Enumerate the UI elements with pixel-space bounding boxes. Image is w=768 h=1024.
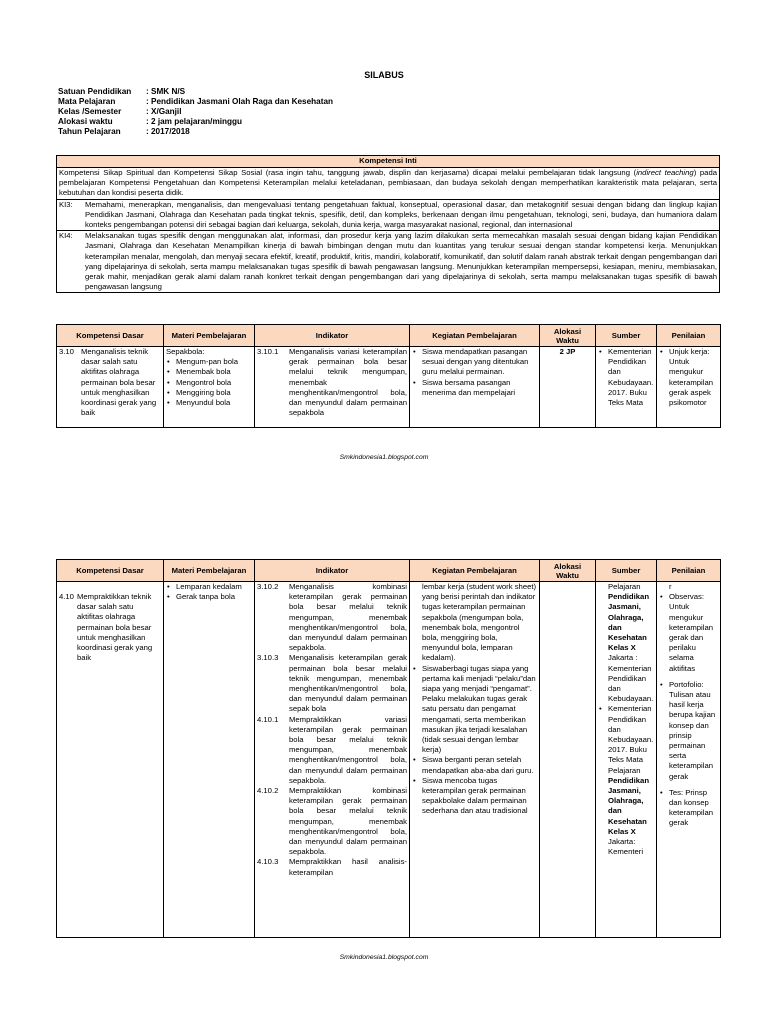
list-item: • Gerak tanpa bola [166, 592, 252, 602]
indikator-cell: 3.10.1 Menganalisis variasi keterampilan gerak permainan bola besar melalui teknik mengumpan, menembak menghentikan/mengontrol bola, dan menyundul dalam permainan sepakbola [255, 347, 410, 428]
list-item: • Siswa mendapatkan pasangan sesuai dengan yang ditentukan guru melalui permainan. [412, 347, 537, 378]
kd-cell: 3.10 Menganalisis teknik dasar salah satu aktifitas olahraga permainan bola besar untuk menghasilkan koordinasi gerak yang baik [57, 347, 164, 428]
footer-link[interactable]: Smkindonesia1.blogspot.com [339, 954, 429, 961]
kompetensi-inti-table [56, 155, 720, 293]
header-kegiatan: Kegiatan Pembelajaran [410, 325, 540, 347]
identity-block [58, 87, 333, 137]
header-penilaian: Penilaian [657, 560, 721, 582]
header-materi: Materi Pembelajaran [164, 325, 255, 347]
materi-cell [164, 582, 255, 938]
ki4-row: KI4: Melaksanakan tugas spesifik dengan menggunakan alat, informasi, dan prosedur kerja yang lazim dilakukan serta memecahkan masalah sesuai dengan bidang kajian Pendidikan Jasmani, Olahraga dan Kesehatan Menampilkan kinerja di bawah bimbingan dengan mutu dan kuantitas yang terukur sesuai dengan standar kompetensi kerja. Menunjukkan keterampilan menalar, mengolah, dan menyaji secara efektif, kreatif, produktif, kritis, mandiri, kolaboratif, komunikatif, dan solutif dalam ranah abstrak terkait dengan pengembangan dari yang dipelajarinya di sekolah, serta mampu melaksanakan tugas spesifik di bawah pengawasan langsung. Menunjukkan keterampilan mempersepsi, kesiapan, meniru, membiasakan, gerak mahir, menjadikan gerak alami dalam ranah konkret terkait dengan pengembangan dari yang dipelajarinya di sekolah, serta mampu melaksanakan tugas spesifik di bawah pengawasan langsung [57, 231, 720, 293]
list-item: • Menembak bola [166, 367, 252, 377]
list-item: • Observas: Untuk mengukur keterampilan gerak dan perilaku selama aktifitas [659, 592, 718, 674]
header-alokasi: Alokasi Waktu [540, 325, 596, 347]
header-kd: Kompetensi Dasar [57, 325, 164, 347]
meta-value: : 2 jam pelajaran/minggu [146, 117, 242, 126]
ki3-row: KI3: Memahami, menerapkan, menganalisis, dan mengevaluasi tentang pengetahuan faktual, konseptual, operasional dasar, dan metakognitif sesuai dengan bidang dan lingkup kajian Pendidikan Jasmani, Olahraga dan Kesehatan pada tingkat teknis, spesifik, detil, dan kompleks, berkenaan dengan ilmu pengetahuan, teknologi, seni, budaya, dan humaniora dalam konteks pengembangan potensi diri sebagai bagian dari keluarga, sekolah, dunia kerja, warga masyarakat nasional, regional, dan internasional [57, 199, 720, 231]
footer-link[interactable]: Smkindonesia1.blogspot.com [339, 454, 429, 461]
header-sumber: Sumber [596, 325, 657, 347]
meta-value: : X/Ganjil [146, 107, 182, 116]
syllabus-table-1 [56, 324, 721, 428]
meta-label: Alokasi waktu [58, 117, 113, 126]
meta-label: Tahun Pelajaran [58, 127, 121, 136]
kd-cell: 4.10 Mempraktikkan teknik dasar salah satu aktifitas olahraga permainan bola besar untuk menghasilkan koordinasi gerak yang baik [57, 582, 164, 938]
kegiatan-cell [410, 347, 540, 428]
materi-cell: Sepakbola: • Mengum-pan bola • Menembak bola • Mengontrol bola • Menggiring bola • Menyundul bola [164, 347, 255, 428]
header-penilaian: Penilaian [657, 325, 721, 347]
header-kd: Kompetensi Dasar [57, 560, 164, 582]
sumber-cell: Pelajaran Pendidikan Jasmani, Olahraga, dan Kesehatan Kelas X Jakarta : Kementerian Pendidikan dan Kebudayaan. • Kementerian Pendidikan dan Kebudayaan. 2017. Buku Teks Mata Pelajaran Pendidikan Jasmani, Olahraga, dan Kesehatan Kelas X Jakarta: Kementeri [596, 582, 657, 938]
meta-value: : SMK N/S [146, 87, 186, 96]
meta-label: Satuan Pendidikan [58, 87, 132, 96]
list-item: • Portofolio: Tulisan atau hasil kerja berupa kajian konsep dan prinsip permainan serta keterampilan gerak [659, 680, 718, 782]
syllabus-table-2 [56, 559, 721, 938]
alokasi-cell: 2 JP [540, 347, 596, 428]
list-item: • Siswa mencoba tugas keterampilan gerak permainan sepakbolake dalam permainan sederhana dan atau tradisional [412, 776, 537, 817]
list-item: • Siswa berganti peran setelah mendapatkan aba-aba dari guru. [412, 755, 537, 775]
list-item: • Mengontrol bola [166, 378, 252, 388]
list-item: • Menggiring bola [166, 388, 252, 398]
list-item: • Lemparan kedalam [166, 582, 252, 592]
list-item: • Menyundul bola [166, 398, 252, 408]
ki-intro: Kompetensi Sikap Spiritual dan Kompetensi Sikap Sosial (rasa ingin tahu, tanggung jawab, displin dan kerjasama) dicapai melalui pembelajaran tidak langsung (indirect teaching) pada pembelajaran Kompetensi Pengetahuan dan Kompetensi Keterampilan melalui keteladanan, pembiasaan, dan budaya sekolah dengan memperhatikan karakteristik mata pelajaran, serta kebutuhan dan kondisi peserta didik. [57, 168, 720, 200]
meta-label: Kelas /Semester [58, 107, 122, 116]
list-item: • Siswaberbagi tugas siapa yang pertama kali menjadi “pelaku”dan siapa yang menjadi “pengamat”. Pelaku melakukan tugas gerak satu persatu dan pengamat mengamati, serta memberikan masukan jika terjadi kesalahan (tidak sesuai dengan lembar kerja) [412, 664, 537, 756]
meta-label: Mata Pelajaran [58, 97, 116, 106]
sumber-cell: • Kementerian Pendidikan dan Kebudayaan. 2017. Buku Teks Mata [596, 347, 657, 428]
alokasi-cell [540, 582, 596, 938]
list-item: • Mengum-pan bola [166, 357, 252, 367]
list-item: • Tes: Prinsp dan konsep keterampilan gerak [659, 788, 718, 829]
meta-value: : Pendidikan Jasmani Olah Raga dan Kesehatan [146, 97, 334, 106]
penilaian-cell: r • Observas: Untuk mengukur keterampilan gerak dan perilaku selama aktifitas • Portofolio: Tulisan atau hasil kerja berupa kajian konsep dan prinsip permainan serta keterampilan gerak • Tes: Prinsp dan konsep keterampilan gerak [657, 582, 721, 938]
header-indikator: Indikator [255, 325, 410, 347]
header-sumber: Sumber [596, 560, 657, 582]
indikator-cell: 3.10.2 Menganalisis kombinasi keterampilan gerak permainan bola besar melalui teknik mengumpan, menembak menghentikan/mengontrol bola, dan menyundul dalam permainan sepakbola. 3.10.3 Menganalisis keterampilan gerak permainan bola besar melalui teknik mengumpan, menembak menghentikan/mengontrol bola, dan menyundul dalam permainan sepak bola 4.10.1 Mempraktikkan variasi keterampilan gerak permainan bola besar melalui teknik mengumpan, menembak menghentikan/mengontrol bola, dan menyundul dalam permainan sepakbola. 4.10.2 Mempraktikkan kombinasi keterampilan gerak permainan bola besar melalui teknik mengumpan, menembak menghentikan/mengontrol bola, dan menyundul dalam permainan sepakbola. 4.10.3 Mempraktikkan hasil analisis- keterampilan [255, 582, 410, 938]
list-item: • Siswa bersama pasangan menerima dan mempelajari [412, 378, 537, 398]
ki-header: Kompetensi Inti [57, 156, 720, 168]
kegiatan-cell: lembar kerja (student work sheet) yang berisi perintah dan indikator tugas keterampilan permainan sepakbola (mengumpan bola, menembak bola, mengontrol bola, menggiring bola, menyundul bola, lemparan kedalam). • Siswaberbagi tugas siapa yang pertama kali menjadi “pelaku”dan siapa yang menjadi “pengamat”. Pelaku melakukan tugas gerak satu persatu dan pengamat mengamati, serta memberikan masukan jika terjadi kesalahan (tidak sesuai dengan lembar kerja) • Siswa berganti peran setelah mendapatkan aba-aba dari guru. • Siswa mencoba tugas keterampilan gerak permainan sepakbolake dalam permainan sederhana dan atau tradisional [410, 582, 540, 938]
penilaian-cell: • Unjuk kerja: Untuk mengukur keterampilan gerak aspek psikomotor [657, 347, 721, 428]
header-materi: Materi Pembelajaran [164, 560, 255, 582]
header-alokasi: Alokasi Waktu [540, 560, 596, 582]
header-kegiatan: Kegiatan Pembelajaran [410, 560, 540, 582]
document-title: SILABUS [364, 70, 404, 80]
meta-value: : 2017/2018 [146, 127, 190, 136]
header-indikator: Indikator [255, 560, 410, 582]
